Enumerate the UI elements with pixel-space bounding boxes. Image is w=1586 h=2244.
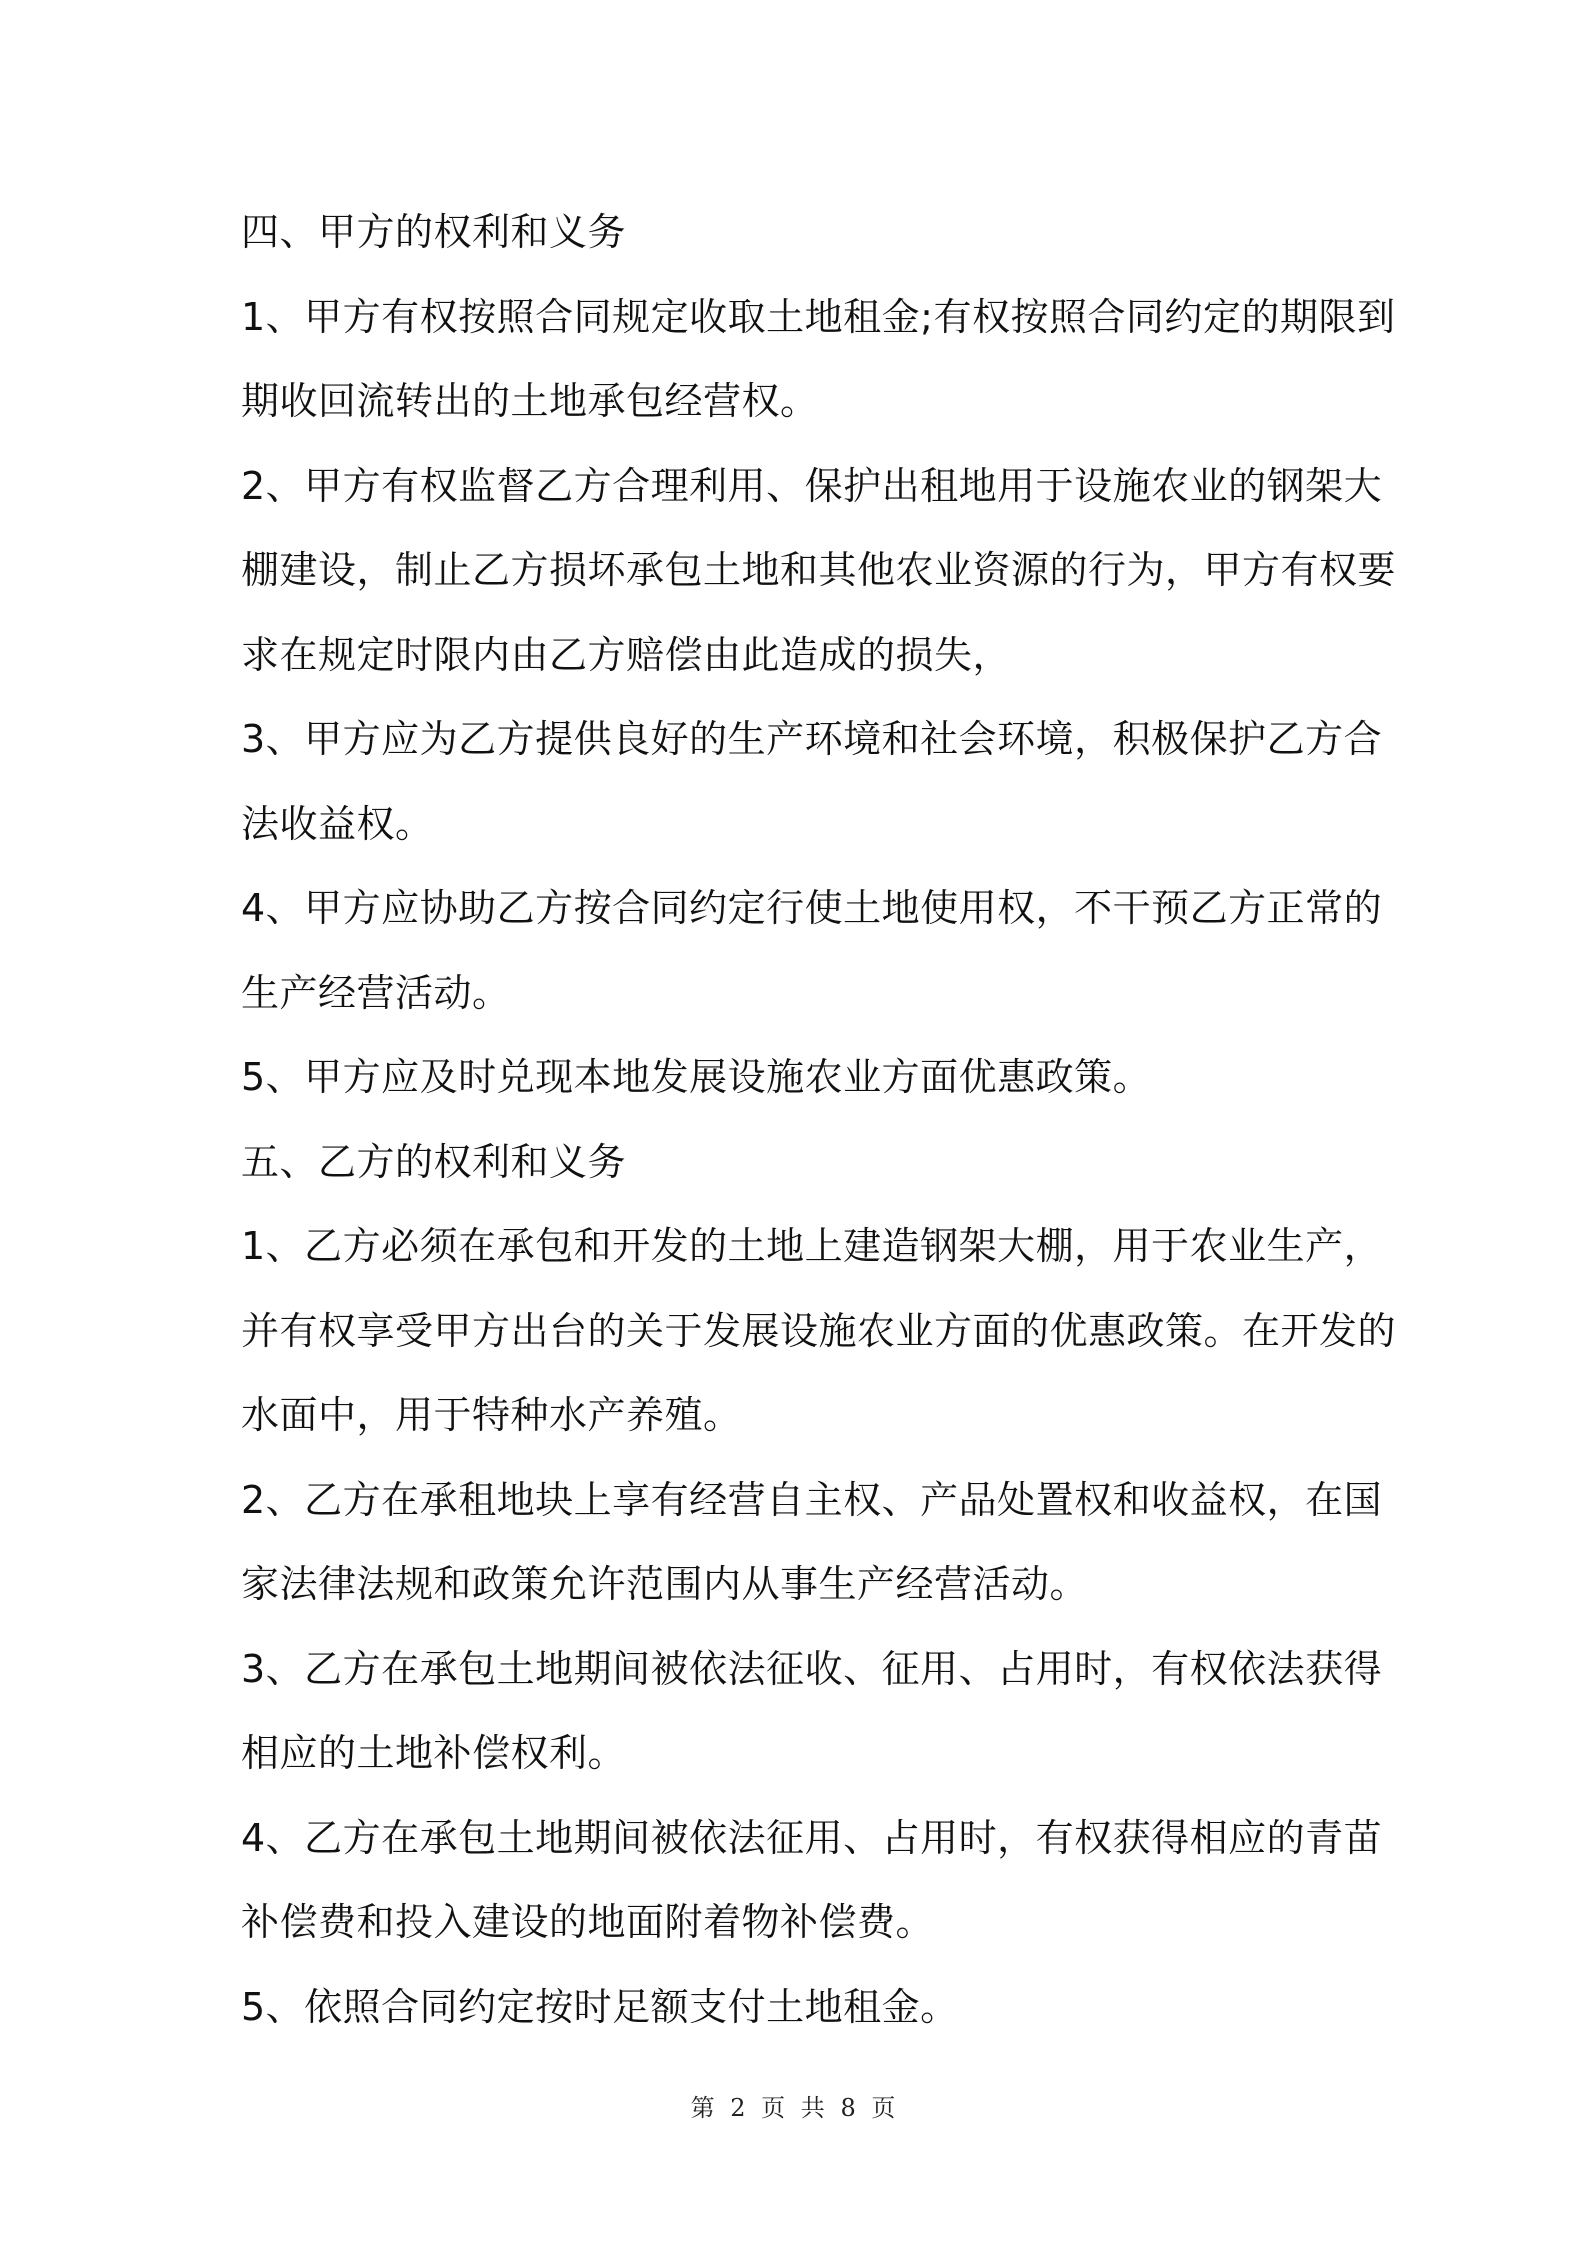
paragraph-line: 5、甲方应及时兑现本地发展设施农业方面优惠政策。	[241, 1055, 1152, 1099]
document-body	[241, 190, 1397, 2049]
paragraph-line: 期收回流转出的土地承包经营权。	[241, 379, 819, 423]
paragraph-line: 求在规定时限内由乙方赔偿由此造成的损失，	[241, 632, 1012, 677]
paragraph-line: 5、依照合同约定按时足额支付土地租金。	[241, 1984, 959, 2029]
section-heading-party-b: 五、乙方的权利和义务	[241, 1139, 627, 1184]
paragraph-line: 1、乙方必须在承包和开发的土地上建造钢架大棚，用于农业生产，	[241, 1224, 1383, 1268]
paragraph-line: 3、甲方应为乙方提供良好的生产环境和社会环境，积极保护乙方合	[241, 717, 1383, 761]
paragraph-line: 4、乙方在承包土地期间被依法征用、占用时，有权获得相应的青苗	[241, 1815, 1383, 1860]
paragraph-line: 补偿费和投入建设的地面附着物补偿费。	[241, 1900, 935, 1944]
paragraph-line: 并有权享受甲方出台的关于发展设施农业方面的优惠政策。在开发的	[241, 1308, 1397, 1353]
paragraph-line: 家法律法规和政策允许范围内从事生产经营活动。	[241, 1562, 1089, 1606]
paragraph-line: 法收益权。	[241, 801, 434, 846]
paragraph-line: 4、甲方应协助乙方按合同约定行使土地使用权，不干预乙方正常的	[241, 886, 1383, 930]
paragraph-line: 3、乙方在承包土地期间被依法征收、征用、占用时，有权依法获得	[241, 1646, 1383, 1691]
paragraph-line: 棚建设，制止乙方损坏承包土地和其他农业资源的行为，甲方有权要	[241, 548, 1397, 592]
paragraph-line: 1、甲方有权按照合同规定收取土地租金;有权按照合同约定的期限到	[241, 294, 1396, 339]
paragraph-line: 相应的土地补偿权利。	[241, 1731, 627, 1775]
page-number-footer: 第 2 页 共 8 页	[690, 2094, 896, 2122]
paragraph-line: 2、乙方在承租地块上享有经营自主权、产品处置权和收益权，在国	[241, 1477, 1383, 1522]
paragraph-line: 生产经营活动。	[241, 970, 511, 1015]
section-heading-party-a: 四、甲方的权利和义务	[241, 210, 627, 254]
paragraph-line: 水面中，用于特种水产养殖。	[241, 1393, 742, 1437]
paragraph-line: 2、甲方有权监督乙方合理利用、保护出租地用于设施农业的钢架大	[241, 463, 1383, 508]
